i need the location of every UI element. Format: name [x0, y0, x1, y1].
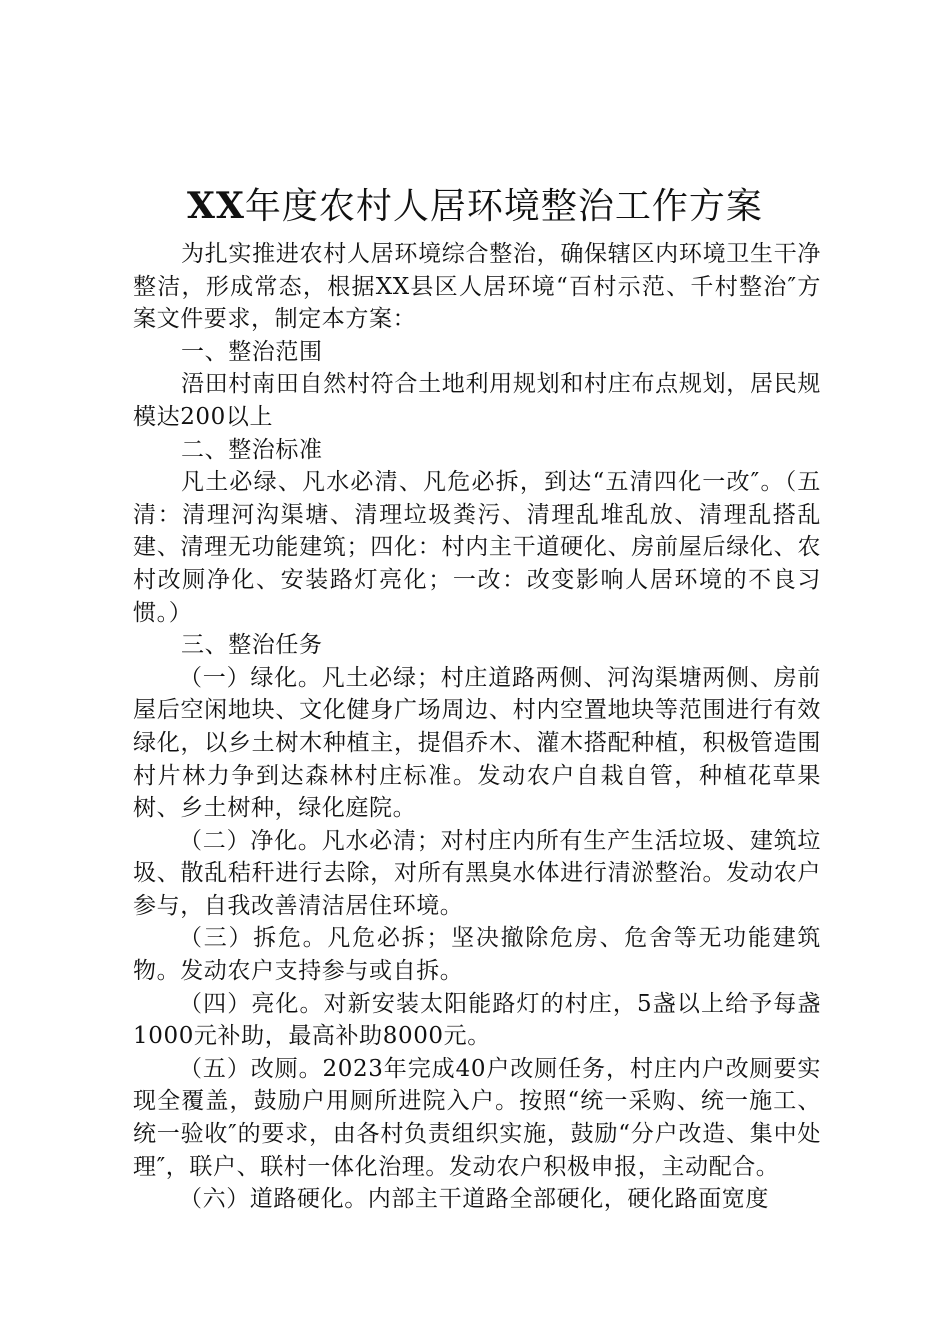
section-heading-scope: 一、整治范围: [181, 338, 323, 365]
paragraph-task-toilet: （五）改厕。2023年完成40户改厕任务，村庄内户改厕要实现全覆盖，鼓励户用厕所进院入户。按照“统一采购、统一施工、统一验收″的要求，由各村负责组织实施，鼓励“分户改造、集中处理″，联户、联村一体化治理。发动农户积极申报，主动配合。: [133, 1055, 821, 1180]
paragraph-task-greening: （一）绿化。凡土必绿；村庄道路两侧、河沟渠塘两侧、房前屋后空闲地块、文化健身广场周边、村内空置地块等范围进行有效绿化，以乡土树木种植主，提倡乔木、灌木搭配种植，积极管造围村片林力争到达森林村庄标准。发动农户自栽自管，种植花草果树、乡土树种，绿化庭院。: [133, 664, 821, 822]
section-heading-tasks: 三、整治任务: [181, 632, 323, 659]
paragraph-task-demolition: （三）拆危。凡危必拆；坚决撤除危房、危舍等无功能建筑物。发动农户支持参与或自拆。: [133, 925, 821, 985]
paragraph-scope: 浯田村南田自然村符合土地利用规划和村庄布点规划，居民规模达200以上: [133, 371, 821, 430]
paragraph-intro: 为扎实推进农村人居环境综合整治，确保辖区内环境卫生干净整洁，形成常态，根据XX县区人居环境“百村示范、千村整治″方案文件要求，制定本方案：: [133, 241, 821, 333]
document-title: [0, 178, 950, 235]
title-prefix: XX: [187, 185, 245, 227]
paragraph-task-cleaning: （二）净化。凡水必清；对村庄内所有生产生活垃圾、建筑垃圾、散乱秸秆进行去除，对所有黑臭水体进行清淤整治。发动农户参与，自我改善清洁居住环境。: [133, 827, 821, 919]
paragraph-standard: 凡土必绿、凡水必清、凡危必拆，到达“五清四化一改″。（五清：清理河沟渠塘、清理垃圾粪污、清理乱堆乱放、清理乱搭乱建、清理无功能建筑；四化：村内主干道硬化、房前屋后绿化、农村改厕净化、安装路灯亮化；一改：改变影响人居环境的不良习惯。）: [133, 469, 821, 626]
paragraph-task-lighting: （四）亮化。对新安装太阳能路灯的村庄，5盏以上给予每盏1000元补助，最高补助8000元。: [133, 990, 821, 1050]
title-text: 年度农村人居环境整治工作方案: [244, 186, 763, 227]
section-heading-standard: 二、整治标准: [181, 436, 323, 463]
document-body: [133, 238, 821, 1216]
paragraph-task-roads: （六）道路硬化。内部主干道路全部硬化，硬化路面宽度: [179, 1186, 769, 1213]
